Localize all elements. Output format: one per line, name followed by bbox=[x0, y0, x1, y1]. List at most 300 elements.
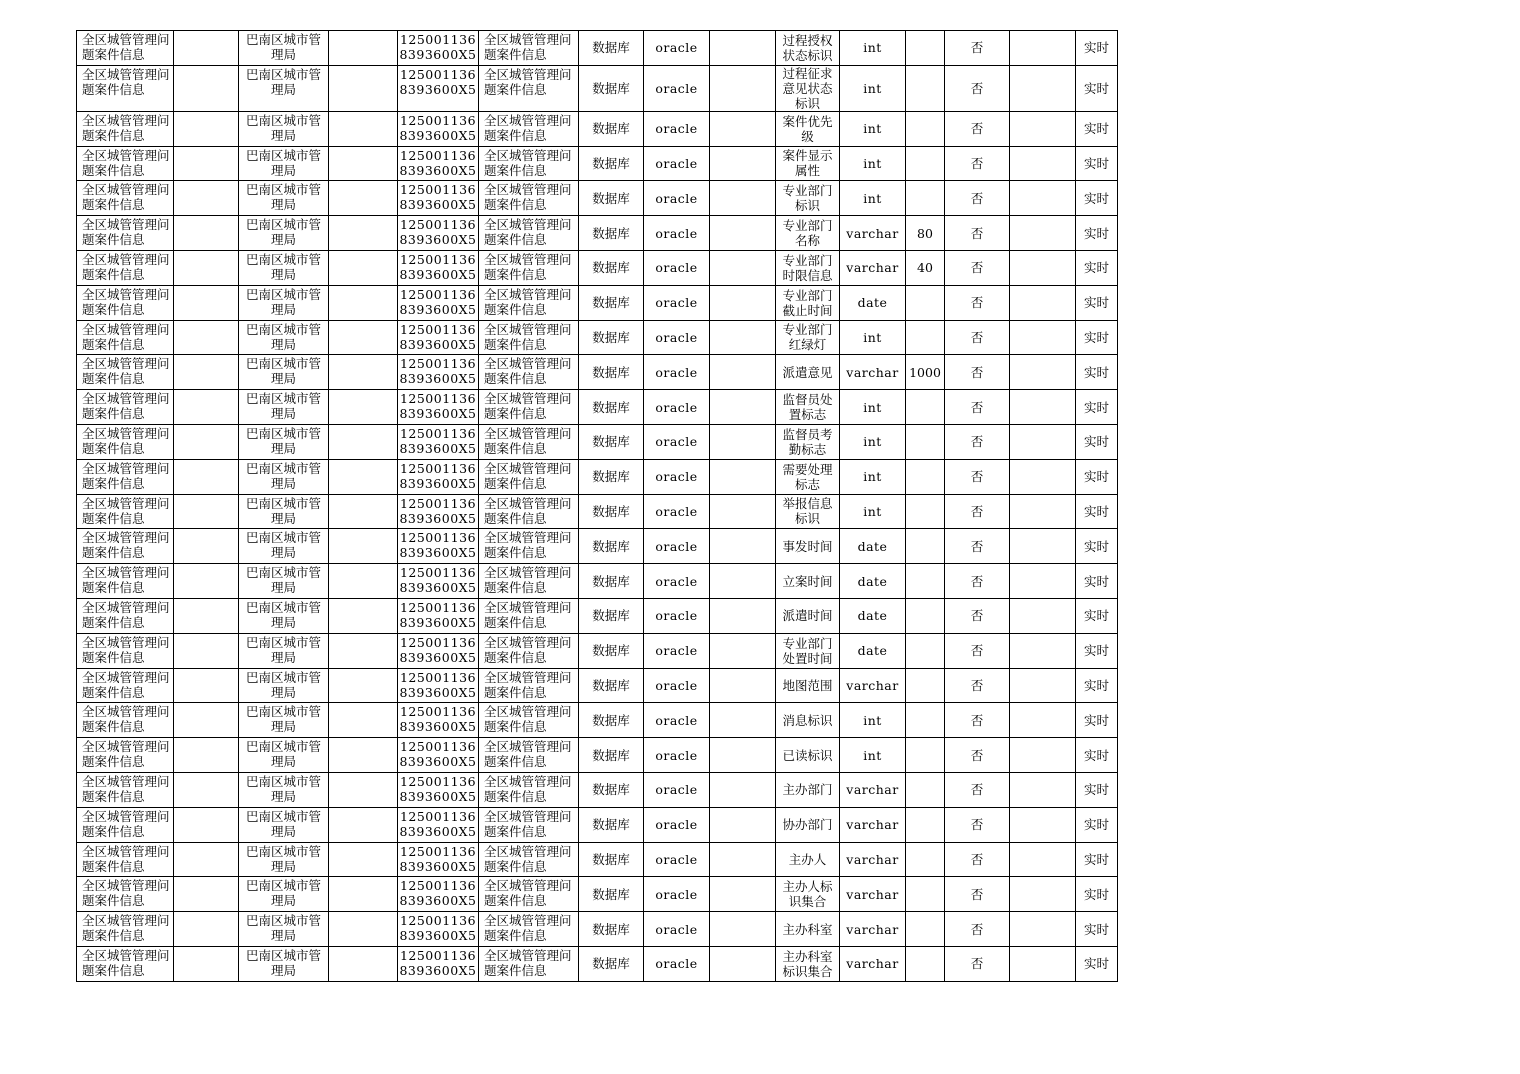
resource-type-cell: 数据库 bbox=[579, 459, 644, 494]
blank-cell bbox=[329, 946, 398, 981]
field-name-cell: 已读标识 bbox=[776, 738, 840, 773]
field-name-cell: 协办部门 bbox=[776, 807, 840, 842]
blank-cell bbox=[1010, 390, 1076, 425]
field-length-cell bbox=[906, 912, 945, 947]
credit-code-cell: 1250011368393600X5 bbox=[398, 146, 479, 181]
resource-name-cell: 全区城管管理问题案件信息 bbox=[77, 355, 174, 390]
blank-cell bbox=[329, 772, 398, 807]
primary-key-cell: 否 bbox=[945, 946, 1010, 981]
provider-dept-cell: 巴南区城市管理局 bbox=[239, 181, 329, 216]
field-length-cell: 80 bbox=[906, 216, 945, 251]
table-name-cell: 全区城管管理问题案件信息 bbox=[479, 111, 579, 146]
update-frequency-cell: 实时 bbox=[1076, 181, 1118, 216]
field-type-cell: date bbox=[840, 285, 906, 320]
table-row bbox=[77, 320, 1118, 355]
table-row bbox=[77, 181, 1118, 216]
blank-cell bbox=[174, 912, 239, 947]
blank-cell bbox=[710, 529, 776, 564]
field-name-cell: 专业部门名称 bbox=[776, 216, 840, 251]
db-type-cell: oracle bbox=[644, 703, 710, 738]
provider-dept-cell: 巴南区城市管理局 bbox=[239, 355, 329, 390]
blank-cell bbox=[1010, 65, 1076, 111]
db-type-cell: oracle bbox=[644, 877, 710, 912]
table-name-cell: 全区城管管理问题案件信息 bbox=[479, 598, 579, 633]
field-length-cell bbox=[906, 424, 945, 459]
table-name-cell: 全区城管管理问题案件信息 bbox=[479, 250, 579, 285]
field-length-cell bbox=[906, 564, 945, 599]
update-frequency-cell: 实时 bbox=[1076, 529, 1118, 564]
resource-name-cell: 全区城管管理问题案件信息 bbox=[77, 912, 174, 947]
resource-type-cell: 数据库 bbox=[579, 529, 644, 564]
blank-cell bbox=[710, 355, 776, 390]
blank-cell bbox=[710, 807, 776, 842]
blank-cell bbox=[710, 842, 776, 877]
blank-cell bbox=[710, 320, 776, 355]
provider-dept-cell: 巴南区城市管理局 bbox=[239, 807, 329, 842]
resource-type-cell: 数据库 bbox=[579, 738, 644, 773]
resource-type-cell: 数据库 bbox=[579, 946, 644, 981]
field-name-cell: 案件优先级 bbox=[776, 111, 840, 146]
field-type-cell: int bbox=[840, 146, 906, 181]
blank-cell bbox=[1010, 946, 1076, 981]
db-type-cell: oracle bbox=[644, 355, 710, 390]
credit-code-cell: 1250011368393600X5 bbox=[398, 390, 479, 425]
db-type-cell: oracle bbox=[644, 598, 710, 633]
blank-cell bbox=[329, 842, 398, 877]
resource-type-cell: 数据库 bbox=[579, 181, 644, 216]
table-name-cell: 全区城管管理问题案件信息 bbox=[479, 738, 579, 773]
provider-dept-cell: 巴南区城市管理局 bbox=[239, 320, 329, 355]
field-length-cell bbox=[906, 668, 945, 703]
credit-code-cell: 1250011368393600X5 bbox=[398, 250, 479, 285]
field-name-cell: 专业部门处置时间 bbox=[776, 633, 840, 668]
blank-cell bbox=[710, 146, 776, 181]
blank-cell bbox=[1010, 181, 1076, 216]
provider-dept-cell: 巴南区城市管理局 bbox=[239, 111, 329, 146]
field-length-cell bbox=[906, 842, 945, 877]
table-row bbox=[77, 703, 1118, 738]
primary-key-cell: 否 bbox=[945, 390, 1010, 425]
blank-cell bbox=[174, 877, 239, 912]
credit-code-cell: 1250011368393600X5 bbox=[398, 668, 479, 703]
field-length-cell bbox=[906, 877, 945, 912]
field-type-cell: varchar bbox=[840, 807, 906, 842]
provider-dept-cell: 巴南区城市管理局 bbox=[239, 633, 329, 668]
provider-dept-cell: 巴南区城市管理局 bbox=[239, 216, 329, 251]
blank-cell bbox=[329, 877, 398, 912]
table-name-cell: 全区城管管理问题案件信息 bbox=[479, 842, 579, 877]
update-frequency-cell: 实时 bbox=[1076, 390, 1118, 425]
provider-dept-cell: 巴南区城市管理局 bbox=[239, 912, 329, 947]
resource-name-cell: 全区城管管理问题案件信息 bbox=[77, 877, 174, 912]
blank-cell bbox=[174, 146, 239, 181]
field-name-cell: 案件显示属性 bbox=[776, 146, 840, 181]
blank-cell bbox=[1010, 31, 1076, 66]
table-row bbox=[77, 807, 1118, 842]
resource-type-cell: 数据库 bbox=[579, 842, 644, 877]
field-type-cell: int bbox=[840, 738, 906, 773]
resource-name-cell: 全区城管管理问题案件信息 bbox=[77, 320, 174, 355]
field-length-cell: 1000 bbox=[906, 355, 945, 390]
table-name-cell: 全区城管管理问题案件信息 bbox=[479, 31, 579, 66]
blank-cell bbox=[174, 633, 239, 668]
field-type-cell: varchar bbox=[840, 912, 906, 947]
table-name-cell: 全区城管管理问题案件信息 bbox=[479, 633, 579, 668]
blank-cell bbox=[174, 772, 239, 807]
blank-cell bbox=[329, 424, 398, 459]
resource-name-cell: 全区城管管理问题案件信息 bbox=[77, 285, 174, 320]
update-frequency-cell: 实时 bbox=[1076, 668, 1118, 703]
blank-cell bbox=[329, 355, 398, 390]
credit-code-cell: 1250011368393600X5 bbox=[398, 65, 479, 111]
blank-cell bbox=[710, 494, 776, 529]
resource-type-cell: 数据库 bbox=[579, 598, 644, 633]
table-name-cell: 全区城管管理问题案件信息 bbox=[479, 946, 579, 981]
field-length-cell bbox=[906, 772, 945, 807]
blank-cell bbox=[174, 31, 239, 66]
blank-cell bbox=[710, 598, 776, 633]
table-row bbox=[77, 738, 1118, 773]
field-name-cell: 地图范围 bbox=[776, 668, 840, 703]
field-name-cell: 过程征求意见状态标识 bbox=[776, 65, 840, 111]
blank-cell bbox=[1010, 633, 1076, 668]
update-frequency-cell: 实时 bbox=[1076, 842, 1118, 877]
credit-code-cell: 1250011368393600X5 bbox=[398, 633, 479, 668]
provider-dept-cell: 巴南区城市管理局 bbox=[239, 738, 329, 773]
resource-type-cell: 数据库 bbox=[579, 250, 644, 285]
resource-type-cell: 数据库 bbox=[579, 703, 644, 738]
blank-cell bbox=[1010, 598, 1076, 633]
blank-cell bbox=[329, 494, 398, 529]
primary-key-cell: 否 bbox=[945, 633, 1010, 668]
blank-cell bbox=[1010, 424, 1076, 459]
field-type-cell: int bbox=[840, 703, 906, 738]
field-type-cell: varchar bbox=[840, 355, 906, 390]
resource-type-cell: 数据库 bbox=[579, 668, 644, 703]
db-type-cell: oracle bbox=[644, 320, 710, 355]
table-row bbox=[77, 912, 1118, 947]
resource-type-cell: 数据库 bbox=[579, 424, 644, 459]
resource-name-cell: 全区城管管理问题案件信息 bbox=[77, 216, 174, 251]
table-row bbox=[77, 494, 1118, 529]
db-type-cell: oracle bbox=[644, 250, 710, 285]
resource-name-cell: 全区城管管理问题案件信息 bbox=[77, 598, 174, 633]
field-type-cell: varchar bbox=[840, 668, 906, 703]
credit-code-cell: 1250011368393600X5 bbox=[398, 703, 479, 738]
table-name-cell: 全区城管管理问题案件信息 bbox=[479, 320, 579, 355]
update-frequency-cell: 实时 bbox=[1076, 285, 1118, 320]
resource-type-cell: 数据库 bbox=[579, 877, 644, 912]
table-row bbox=[77, 772, 1118, 807]
field-name-cell: 消息标识 bbox=[776, 703, 840, 738]
resource-type-cell: 数据库 bbox=[579, 633, 644, 668]
blank-cell bbox=[329, 31, 398, 66]
blank-cell bbox=[174, 529, 239, 564]
primary-key-cell: 否 bbox=[945, 598, 1010, 633]
blank-cell bbox=[1010, 355, 1076, 390]
db-type-cell: oracle bbox=[644, 946, 710, 981]
blank-cell bbox=[710, 31, 776, 66]
blank-cell bbox=[174, 181, 239, 216]
update-frequency-cell: 实时 bbox=[1076, 216, 1118, 251]
primary-key-cell: 否 bbox=[945, 31, 1010, 66]
db-type-cell: oracle bbox=[644, 529, 710, 564]
credit-code-cell: 1250011368393600X5 bbox=[398, 320, 479, 355]
blank-cell bbox=[329, 285, 398, 320]
primary-key-cell: 否 bbox=[945, 807, 1010, 842]
primary-key-cell: 否 bbox=[945, 738, 1010, 773]
db-type-cell: oracle bbox=[644, 146, 710, 181]
field-length-cell bbox=[906, 65, 945, 111]
blank-cell bbox=[329, 250, 398, 285]
field-type-cell: varchar bbox=[840, 772, 906, 807]
blank-cell bbox=[710, 390, 776, 425]
field-type-cell: int bbox=[840, 320, 906, 355]
resource-name-cell: 全区城管管理问题案件信息 bbox=[77, 146, 174, 181]
update-frequency-cell: 实时 bbox=[1076, 31, 1118, 66]
resource-type-cell: 数据库 bbox=[579, 807, 644, 842]
field-type-cell: date bbox=[840, 564, 906, 599]
blank-cell bbox=[174, 250, 239, 285]
blank-cell bbox=[174, 424, 239, 459]
field-length-cell bbox=[906, 111, 945, 146]
resource-type-cell: 数据库 bbox=[579, 564, 644, 599]
blank-cell bbox=[1010, 146, 1076, 181]
field-name-cell: 专业部门标识 bbox=[776, 181, 840, 216]
blank-cell bbox=[174, 216, 239, 251]
db-type-cell: oracle bbox=[644, 633, 710, 668]
update-frequency-cell: 实时 bbox=[1076, 564, 1118, 599]
table-row bbox=[77, 564, 1118, 599]
credit-code-cell: 1250011368393600X5 bbox=[398, 772, 479, 807]
blank-cell bbox=[710, 772, 776, 807]
blank-cell bbox=[1010, 320, 1076, 355]
field-name-cell: 主办科室标识集合 bbox=[776, 946, 840, 981]
field-name-cell: 主办人标识集合 bbox=[776, 877, 840, 912]
field-name-cell: 事发时间 bbox=[776, 529, 840, 564]
blank-cell bbox=[710, 912, 776, 947]
credit-code-cell: 1250011368393600X5 bbox=[398, 877, 479, 912]
update-frequency-cell: 实时 bbox=[1076, 738, 1118, 773]
credit-code-cell: 1250011368393600X5 bbox=[398, 31, 479, 66]
field-type-cell: date bbox=[840, 529, 906, 564]
blank-cell bbox=[174, 946, 239, 981]
blank-cell bbox=[174, 390, 239, 425]
field-type-cell: int bbox=[840, 181, 906, 216]
db-type-cell: oracle bbox=[644, 65, 710, 111]
blank-cell bbox=[710, 703, 776, 738]
table-row bbox=[77, 65, 1118, 111]
blank-cell bbox=[174, 738, 239, 773]
credit-code-cell: 1250011368393600X5 bbox=[398, 564, 479, 599]
field-name-cell: 立案时间 bbox=[776, 564, 840, 599]
table-row bbox=[77, 598, 1118, 633]
table-row bbox=[77, 424, 1118, 459]
blank-cell bbox=[174, 320, 239, 355]
field-name-cell: 派遣时间 bbox=[776, 598, 840, 633]
table-row bbox=[77, 842, 1118, 877]
update-frequency-cell: 实时 bbox=[1076, 459, 1118, 494]
blank-cell bbox=[329, 738, 398, 773]
resource-type-cell: 数据库 bbox=[579, 111, 644, 146]
resource-name-cell: 全区城管管理问题案件信息 bbox=[77, 633, 174, 668]
table-row bbox=[77, 390, 1118, 425]
db-type-cell: oracle bbox=[644, 424, 710, 459]
field-length-cell bbox=[906, 598, 945, 633]
blank-cell bbox=[1010, 250, 1076, 285]
db-type-cell: oracle bbox=[644, 668, 710, 703]
resource-name-cell: 全区城管管理问题案件信息 bbox=[77, 250, 174, 285]
primary-key-cell: 否 bbox=[945, 668, 1010, 703]
blank-cell bbox=[174, 494, 239, 529]
resource-name-cell: 全区城管管理问题案件信息 bbox=[77, 564, 174, 599]
resource-name-cell: 全区城管管理问题案件信息 bbox=[77, 390, 174, 425]
credit-code-cell: 1250011368393600X5 bbox=[398, 216, 479, 251]
provider-dept-cell: 巴南区城市管理局 bbox=[239, 250, 329, 285]
field-length-cell bbox=[906, 529, 945, 564]
table-name-cell: 全区城管管理问题案件信息 bbox=[479, 529, 579, 564]
update-frequency-cell: 实时 bbox=[1076, 320, 1118, 355]
primary-key-cell: 否 bbox=[945, 912, 1010, 947]
resource-name-cell: 全区城管管理问题案件信息 bbox=[77, 668, 174, 703]
field-length-cell bbox=[906, 31, 945, 66]
resource-type-cell: 数据库 bbox=[579, 65, 644, 111]
field-length-cell bbox=[906, 633, 945, 668]
credit-code-cell: 1250011368393600X5 bbox=[398, 946, 479, 981]
update-frequency-cell: 实时 bbox=[1076, 65, 1118, 111]
table-name-cell: 全区城管管理问题案件信息 bbox=[479, 146, 579, 181]
table-row bbox=[77, 633, 1118, 668]
blank-cell bbox=[1010, 912, 1076, 947]
table-body bbox=[77, 31, 1118, 982]
primary-key-cell: 否 bbox=[945, 250, 1010, 285]
provider-dept-cell: 巴南区城市管理局 bbox=[239, 946, 329, 981]
table-name-cell: 全区城管管理问题案件信息 bbox=[479, 459, 579, 494]
blank-cell bbox=[1010, 703, 1076, 738]
field-type-cell: varchar bbox=[840, 216, 906, 251]
table-name-cell: 全区城管管理问题案件信息 bbox=[479, 564, 579, 599]
table-row bbox=[77, 459, 1118, 494]
credit-code-cell: 1250011368393600X5 bbox=[398, 529, 479, 564]
table-name-cell: 全区城管管理问题案件信息 bbox=[479, 807, 579, 842]
primary-key-cell: 否 bbox=[945, 494, 1010, 529]
table-name-cell: 全区城管管理问题案件信息 bbox=[479, 216, 579, 251]
table-row bbox=[77, 529, 1118, 564]
provider-dept-cell: 巴南区城市管理局 bbox=[239, 703, 329, 738]
field-type-cell: int bbox=[840, 459, 906, 494]
blank-cell bbox=[1010, 285, 1076, 320]
field-name-cell: 主办人 bbox=[776, 842, 840, 877]
credit-code-cell: 1250011368393600X5 bbox=[398, 459, 479, 494]
resource-name-cell: 全区城管管理问题案件信息 bbox=[77, 424, 174, 459]
update-frequency-cell: 实时 bbox=[1076, 250, 1118, 285]
field-length-cell bbox=[906, 181, 945, 216]
blank-cell bbox=[329, 459, 398, 494]
field-length-cell bbox=[906, 703, 945, 738]
blank-cell bbox=[329, 529, 398, 564]
db-type-cell: oracle bbox=[644, 494, 710, 529]
blank-cell bbox=[710, 250, 776, 285]
resource-name-cell: 全区城管管理问题案件信息 bbox=[77, 703, 174, 738]
field-name-cell: 专业部门红绿灯 bbox=[776, 320, 840, 355]
blank-cell bbox=[1010, 877, 1076, 912]
field-type-cell: varchar bbox=[840, 946, 906, 981]
primary-key-cell: 否 bbox=[945, 216, 1010, 251]
resource-type-cell: 数据库 bbox=[579, 285, 644, 320]
db-type-cell: oracle bbox=[644, 216, 710, 251]
update-frequency-cell: 实时 bbox=[1076, 146, 1118, 181]
credit-code-cell: 1250011368393600X5 bbox=[398, 738, 479, 773]
blank-cell bbox=[329, 111, 398, 146]
blank-cell bbox=[1010, 738, 1076, 773]
provider-dept-cell: 巴南区城市管理局 bbox=[239, 459, 329, 494]
provider-dept-cell: 巴南区城市管理局 bbox=[239, 842, 329, 877]
update-frequency-cell: 实时 bbox=[1076, 424, 1118, 459]
resource-name-cell: 全区城管管理问题案件信息 bbox=[77, 946, 174, 981]
table-row bbox=[77, 31, 1118, 66]
credit-code-cell: 1250011368393600X5 bbox=[398, 111, 479, 146]
credit-code-cell: 1250011368393600X5 bbox=[398, 355, 479, 390]
blank-cell bbox=[329, 320, 398, 355]
blank-cell bbox=[329, 668, 398, 703]
blank-cell bbox=[1010, 668, 1076, 703]
blank-cell bbox=[174, 285, 239, 320]
field-name-cell: 举报信息标识 bbox=[776, 494, 840, 529]
table-name-cell: 全区城管管理问题案件信息 bbox=[479, 424, 579, 459]
primary-key-cell: 否 bbox=[945, 181, 1010, 216]
primary-key-cell: 否 bbox=[945, 65, 1010, 111]
credit-code-cell: 1250011368393600X5 bbox=[398, 181, 479, 216]
resource-type-cell: 数据库 bbox=[579, 31, 644, 66]
blank-cell bbox=[174, 111, 239, 146]
table-name-cell: 全区城管管理问题案件信息 bbox=[479, 668, 579, 703]
table-row bbox=[77, 285, 1118, 320]
resource-name-cell: 全区城管管理问题案件信息 bbox=[77, 494, 174, 529]
field-type-cell: int bbox=[840, 390, 906, 425]
primary-key-cell: 否 bbox=[945, 111, 1010, 146]
resource-name-cell: 全区城管管理问题案件信息 bbox=[77, 459, 174, 494]
db-type-cell: oracle bbox=[644, 111, 710, 146]
field-type-cell: date bbox=[840, 598, 906, 633]
primary-key-cell: 否 bbox=[945, 842, 1010, 877]
blank-cell bbox=[1010, 564, 1076, 599]
provider-dept-cell: 巴南区城市管理局 bbox=[239, 494, 329, 529]
blank-cell bbox=[710, 668, 776, 703]
resource-name-cell: 全区城管管理问题案件信息 bbox=[77, 529, 174, 564]
blank-cell bbox=[329, 633, 398, 668]
provider-dept-cell: 巴南区城市管理局 bbox=[239, 598, 329, 633]
blank-cell bbox=[710, 946, 776, 981]
blank-cell bbox=[710, 877, 776, 912]
blank-cell bbox=[174, 668, 239, 703]
blank-cell bbox=[1010, 529, 1076, 564]
blank-cell bbox=[174, 459, 239, 494]
primary-key-cell: 否 bbox=[945, 146, 1010, 181]
db-type-cell: oracle bbox=[644, 738, 710, 773]
field-length-cell bbox=[906, 807, 945, 842]
table-row bbox=[77, 877, 1118, 912]
table-row bbox=[77, 216, 1118, 251]
blank-cell bbox=[710, 424, 776, 459]
provider-dept-cell: 巴南区城市管理局 bbox=[239, 877, 329, 912]
db-type-cell: oracle bbox=[644, 285, 710, 320]
primary-key-cell: 否 bbox=[945, 772, 1010, 807]
blank-cell bbox=[1010, 807, 1076, 842]
credit-code-cell: 1250011368393600X5 bbox=[398, 598, 479, 633]
table-name-cell: 全区城管管理问题案件信息 bbox=[479, 494, 579, 529]
resource-type-cell: 数据库 bbox=[579, 146, 644, 181]
table-row bbox=[77, 250, 1118, 285]
